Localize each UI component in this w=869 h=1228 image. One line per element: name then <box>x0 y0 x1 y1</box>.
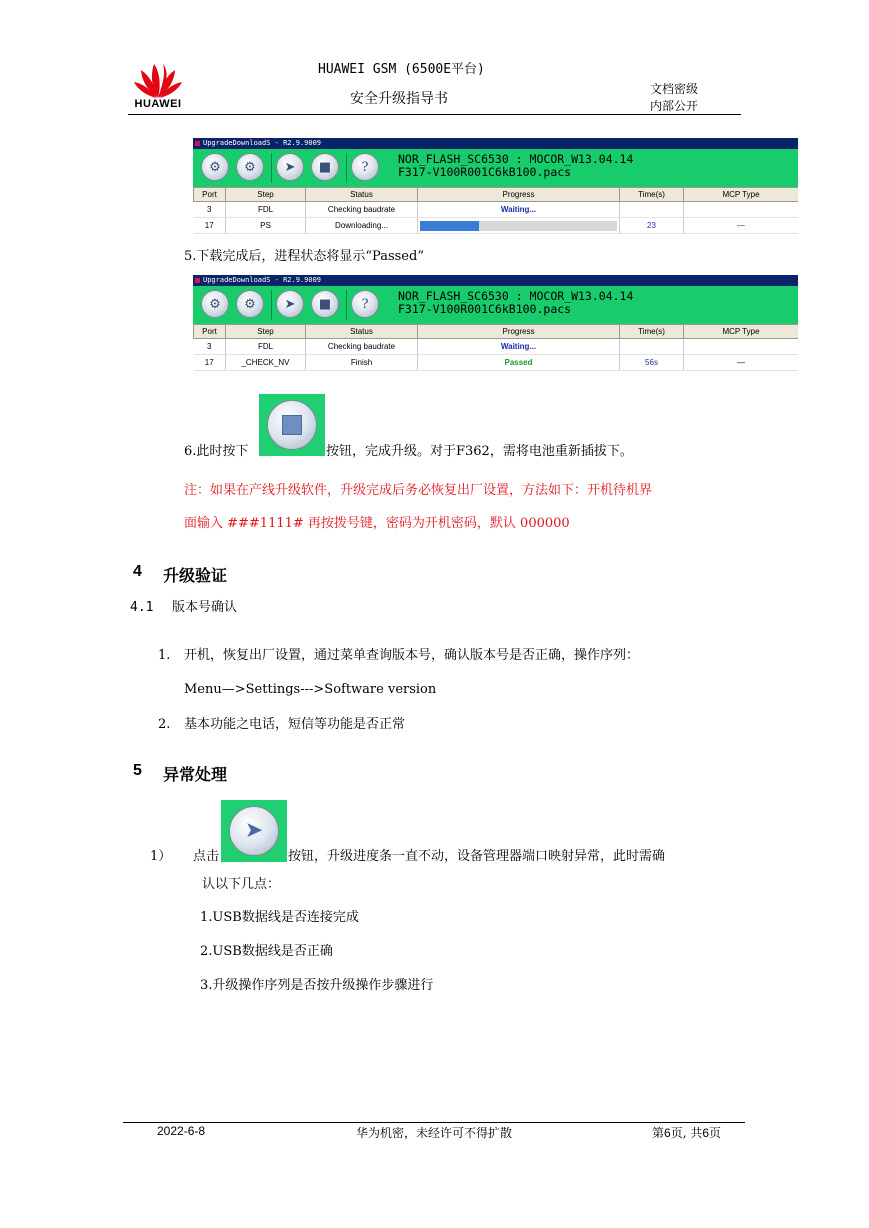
firmware-line2: F317-V100R001C6kB100.pacs <box>398 165 572 179</box>
status-cell: Downloading... <box>306 218 418 234</box>
toolbar <box>193 149 798 187</box>
toolbar-separator <box>346 290 347 320</box>
logo-text: HUAWEI <box>134 98 182 110</box>
col-header[interactable]: Time(s) <box>620 325 684 339</box>
gears-icon: ⚙ <box>244 159 256 175</box>
port-cell: 3 <box>194 202 226 218</box>
play-arrow-icon: ➤ <box>229 806 279 856</box>
step-cell: PS <box>226 218 306 234</box>
table-header-row <box>194 188 799 202</box>
page-current: 6 <box>664 1126 671 1140</box>
table-header-row <box>194 325 799 339</box>
firmware-line1: NOR_FLASH_SC6530 : MOCOR_W13.04.14 <box>398 289 634 303</box>
step-cell: FDL <box>226 202 306 218</box>
col-header[interactable]: Step <box>226 325 306 339</box>
gear-icon: ⚙ <box>209 296 221 312</box>
subsection41-number: 4.1 <box>130 600 154 615</box>
stop-square-icon: ■ <box>318 159 332 175</box>
question-icon: ? <box>361 296 369 312</box>
toolbar-separator <box>271 290 272 320</box>
gears-icon: ⚙ <box>244 296 256 312</box>
toolbar-separator <box>346 153 347 183</box>
options-button[interactable] <box>236 290 264 318</box>
abnormal-item-number: 1） <box>150 849 172 864</box>
window-title-bar <box>193 275 798 286</box>
mcp-cell: — <box>684 355 799 371</box>
port-status-table <box>193 324 798 371</box>
step-cell: FDL <box>226 339 306 355</box>
play-arrow-icon: ➤ <box>284 296 296 312</box>
mcp-cell <box>684 202 799 218</box>
item1-text: 开机，恢复出厂设置，通过菜单查询版本号，确认版本号是否正确，操作序列： <box>184 648 640 663</box>
progress-cell: Passed <box>418 355 620 371</box>
table-row[interactable] <box>194 355 799 371</box>
step6-text-before: 6.此时按下 <box>184 444 249 459</box>
abnormal-text-after: 按钮，升级进度条一直不动，设备管理器端口映射异常，此时需确 <box>288 849 666 864</box>
time-cell: 56s <box>620 355 684 371</box>
play-arrow-icon: ➤ <box>284 159 296 175</box>
note-line2: 面输入 ###1111# 再按拨号键，密码为开机密码，默认 000000 <box>184 516 570 531</box>
settings-gear-button[interactable] <box>201 290 229 318</box>
port-cell: 17 <box>194 355 226 371</box>
col-header[interactable]: Status <box>306 188 418 202</box>
item1-menu-path: Menu—>Settings--->Software version <box>184 682 437 697</box>
col-header[interactable]: MCP Type <box>684 325 799 339</box>
status-cell: Finish <box>306 355 418 371</box>
subsection41-title: 版本号确认 <box>172 600 238 615</box>
item2-text: 基本功能之电话，短信等功能是否正常 <box>184 717 406 732</box>
firmware-info <box>398 153 633 179</box>
table-row[interactable] <box>194 218 799 234</box>
port-status-table <box>193 187 798 234</box>
upgrade-window-passed <box>193 275 798 371</box>
doc-title-line2: 安全升级指导书 <box>350 91 448 107</box>
progress-bar <box>420 221 617 231</box>
page-total: 6 <box>702 1126 710 1140</box>
step-cell: _CHECK_NV <box>226 355 306 371</box>
time-cell <box>620 339 684 355</box>
stop-button-image <box>259 394 325 456</box>
status-cell: Checking baudrate <box>306 202 418 218</box>
doc-title-line1: HUAWEI GSM (6500E平台) <box>318 62 485 77</box>
page-suffix: 页 <box>709 1126 722 1140</box>
options-button[interactable] <box>236 153 264 181</box>
security-level-label: 文档密级 <box>650 82 699 96</box>
toolbar-separator <box>271 153 272 183</box>
table-row[interactable] <box>194 202 799 218</box>
page-middle: 页, 共 <box>670 1126 703 1140</box>
col-header[interactable]: Port <box>194 325 226 339</box>
section4-title: 升级验证 <box>163 568 228 585</box>
progress-cell: Waiting... <box>418 202 620 218</box>
col-header[interactable]: Progress <box>418 325 620 339</box>
check-item: 2.USB数据线是否正确 <box>200 944 333 959</box>
section5-number: 5 <box>133 762 142 779</box>
progress-cell <box>418 218 620 234</box>
progress-cell: Waiting... <box>418 339 620 355</box>
port-cell: 3 <box>194 339 226 355</box>
col-header[interactable]: Status <box>306 325 418 339</box>
help-button[interactable] <box>351 290 379 318</box>
table-row[interactable] <box>194 339 799 355</box>
col-header[interactable]: Port <box>194 188 226 202</box>
abnormal-text-before: 点击 <box>193 849 220 864</box>
col-header[interactable]: Step <box>226 188 306 202</box>
window-title: UpgradeDownloadS - R2.9.9009 <box>203 139 322 147</box>
start-button[interactable] <box>276 153 304 181</box>
firmware-info <box>398 290 633 316</box>
app-icon <box>195 278 200 283</box>
step5-text: 5.下载完成后，进程状态将显示“Passed” <box>184 249 424 264</box>
footer-page-number <box>652 1124 721 1141</box>
mcp-cell <box>684 339 799 355</box>
window-title-bar <box>193 138 798 149</box>
step6-text-after: 按钮，完成升级。对于F362，需将电池重新插拔下。 <box>326 444 633 459</box>
item1-number: 1. <box>158 648 171 663</box>
time-cell: 23 <box>620 218 684 234</box>
abnormal-text-line2: 认以下几点： <box>202 877 281 892</box>
page-prefix: 第 <box>652 1126 665 1140</box>
firmware-line1: NOR_FLASH_SC6530 : MOCOR_W13.04.14 <box>398 152 634 166</box>
toolbar <box>193 286 798 324</box>
firmware-line2: F317-V100R001C6kB100.pacs <box>398 302 572 316</box>
gear-icon: ⚙ <box>209 159 221 175</box>
time-cell <box>620 202 684 218</box>
port-cell: 17 <box>194 218 226 234</box>
stop-square-icon: ■ <box>318 296 332 312</box>
footer-date: 2022-6-8 <box>157 1124 206 1138</box>
col-header[interactable]: MCP Type <box>684 188 799 202</box>
section4-number: 4 <box>133 563 142 580</box>
col-header[interactable]: Time(s) <box>620 188 684 202</box>
col-header[interactable]: Progress <box>418 188 620 202</box>
window-title: UpgradeDownloadS - R2.9.9009 <box>203 276 322 284</box>
start-button-image <box>221 800 287 862</box>
help-button[interactable] <box>351 153 379 181</box>
start-button[interactable] <box>276 290 304 318</box>
stop-button[interactable] <box>311 153 339 181</box>
footer-confidential: 华为机密，未经许可不得扩散 <box>356 1126 513 1140</box>
question-icon: ? <box>361 159 369 175</box>
section5-title: 异常处理 <box>163 767 228 784</box>
header-divider <box>128 114 741 115</box>
app-icon <box>195 141 200 146</box>
check-item: 3.升级操作序列是否按升级操作步骤进行 <box>200 978 434 993</box>
progress-bar-fill <box>420 221 479 231</box>
check-item: 1.USB数据线是否连接完成 <box>200 910 359 925</box>
mcp-cell: — <box>684 218 799 234</box>
settings-gear-button[interactable] <box>201 153 229 181</box>
footer-divider <box>123 1122 745 1123</box>
note-line1: 注：如果在产线升级软件，升级完成后务必恢复出厂设置，方法如下：开机待机界 <box>184 483 653 498</box>
stop-button[interactable] <box>311 290 339 318</box>
item2-number: 2. <box>158 717 171 732</box>
stop-square-icon <box>267 400 317 450</box>
status-cell: Checking baudrate <box>306 339 418 355</box>
upgrade-window-downloading <box>193 138 798 234</box>
security-level-value: 内部公开 <box>650 99 699 113</box>
